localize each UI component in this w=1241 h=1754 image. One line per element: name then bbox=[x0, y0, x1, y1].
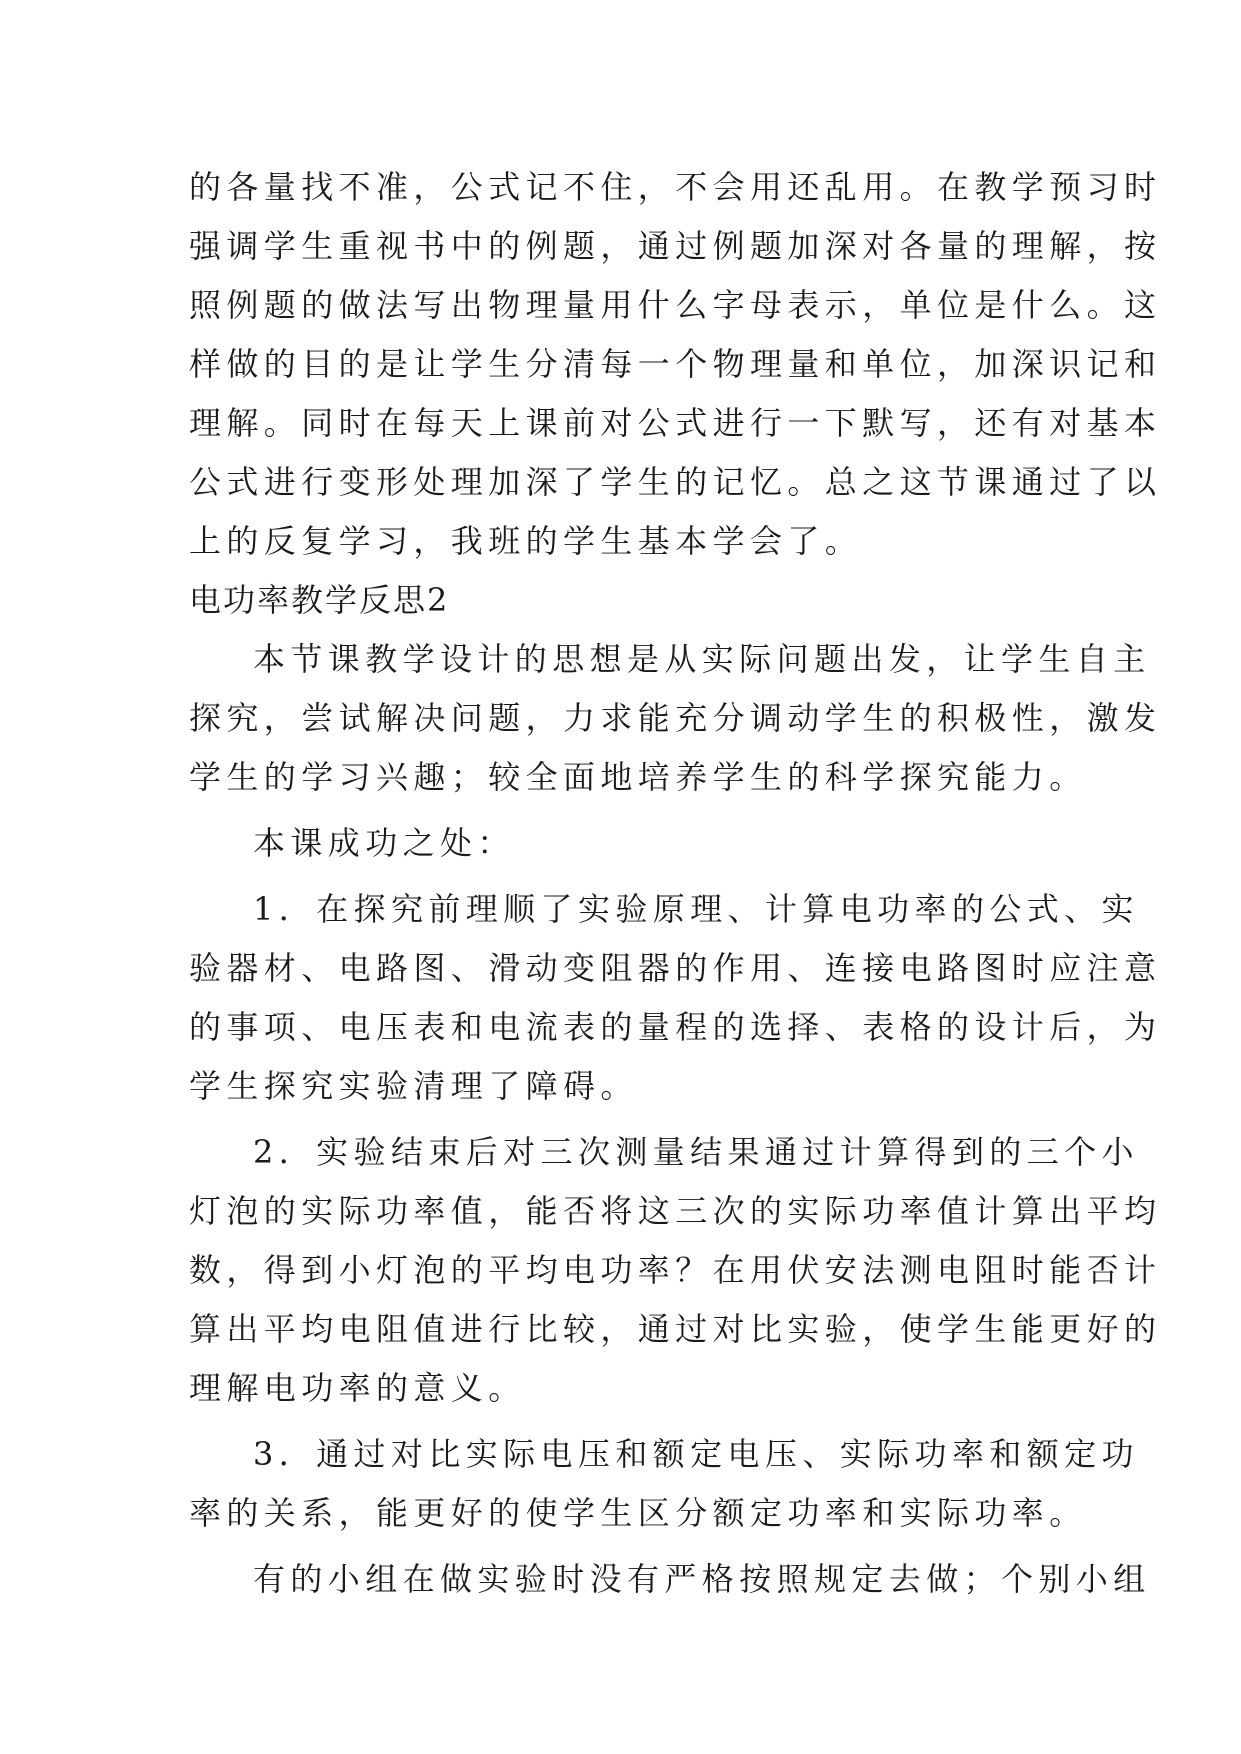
text-line: 的各量找不准，公式记不住，不会用还乱用。在教学预习时 bbox=[189, 168, 1162, 206]
document-body bbox=[189, 158, 1162, 1609]
paragraph-first-line: 本课成功之处： bbox=[253, 824, 515, 862]
section-heading: 电功率教学反思2 bbox=[189, 581, 450, 619]
text-line: 数，得到小灯泡的平均电功率？在用伏安法测电阻时能否计 bbox=[189, 1251, 1162, 1289]
text-line: 率的关系，能更好的使学生区分额定功率和实际功率。 bbox=[189, 1494, 1087, 1532]
paragraph-first-line: 本节课教学设计的思想是从实际问题出发，让学生自主 bbox=[253, 640, 1151, 678]
list-item-3-first-line: 3．通过对比实际电压和额定电压、实际功率和额定功 bbox=[253, 1435, 1139, 1473]
text-line: 探究，尝试解决问题，力求能充分调动学生的积极性，激发 bbox=[189, 699, 1162, 737]
text-line: 样做的目的是让学生分清每一个物理量和单位，加深识记和 bbox=[189, 345, 1162, 383]
text-line: 学生的学习兴趣；较全面地培养学生的科学探究能力。 bbox=[189, 758, 1087, 796]
list-item-2-first-line: 2．实验结束后对三次测量结果通过计算得到的三个小 bbox=[253, 1133, 1139, 1171]
text-line: 上的反复学习，我班的学生基本学会了。 bbox=[189, 522, 863, 560]
text-line: 公式进行变形处理加深了学生的记忆。总之这节课通过了以 bbox=[189, 463, 1162, 501]
text-line: 强调学生重视书中的例题，通过例题加深对各量的理解，按 bbox=[189, 227, 1162, 265]
list-item-1-first-line: 1．在探究前理顺了实验原理、计算电功率的公式、实 bbox=[253, 890, 1139, 928]
paragraph-first-line: 有的小组在做实验时没有严格按照规定去做；个别小组 bbox=[253, 1560, 1151, 1598]
text-line: 的事项、电压表和电流表的量程的选择、表格的设计后，为 bbox=[189, 1008, 1162, 1046]
text-line: 理解。同时在每天上课前对公式进行一下默写，还有对基本 bbox=[189, 404, 1162, 442]
text-line: 照例题的做法写出物理量用什么字母表示，单位是什么。这 bbox=[189, 286, 1162, 324]
text-line: 验器材、电路图、滑动变阻器的作用、连接电路图时应注意 bbox=[189, 949, 1162, 987]
text-line: 学生探究实验清理了障碍。 bbox=[189, 1067, 638, 1105]
text-line: 算出平均电阻值进行比较，通过对比实验，使学生能更好的 bbox=[189, 1310, 1162, 1348]
text-line: 灯泡的实际功率值，能否将这三次的实际功率值计算出平均 bbox=[189, 1192, 1162, 1230]
text-line: 理解电功率的意义。 bbox=[189, 1369, 526, 1407]
